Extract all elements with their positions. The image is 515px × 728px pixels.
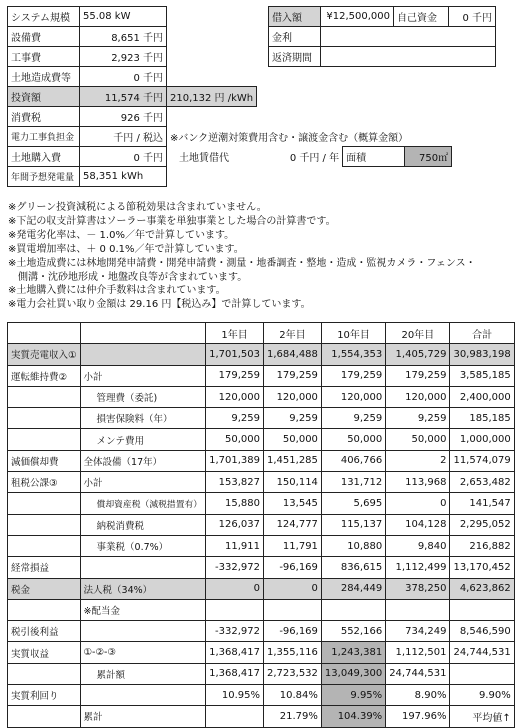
row-category: 減価償却費 xyxy=(8,450,81,471)
row-value: 216,882 xyxy=(450,535,514,556)
row-value: 21.79% xyxy=(264,706,322,727)
row-category: 実質利回り xyxy=(8,685,81,706)
row-value: 30,983,198 xyxy=(450,344,514,365)
grid-fee-note: ※バンク逆潮対策費用含む・譲渡金含む（概算金額） xyxy=(170,132,409,144)
table-row xyxy=(8,514,515,535)
rate-label: 金利 xyxy=(269,27,321,47)
row-category xyxy=(8,429,81,450)
row-value: 284,449 xyxy=(321,578,385,599)
equity-value: 0 千円 xyxy=(449,7,496,27)
row-value: 11,574,079 xyxy=(450,450,514,471)
cashflow-table xyxy=(7,322,515,728)
row-value: 0 千円 xyxy=(80,67,167,87)
row-value: 2 xyxy=(386,450,450,471)
table-row xyxy=(8,535,515,556)
note-line: 側溝・沈砂地形成・地盤改良等が含まれています。 xyxy=(8,271,248,283)
note-line: ※グリーン投資減税による節税効果は含まれていません。 xyxy=(8,202,267,213)
row-value: 1,112,501 xyxy=(386,642,450,663)
row-value: 50,000 xyxy=(321,429,385,450)
summary-row xyxy=(8,67,452,87)
row-label: 工事費 xyxy=(8,47,80,67)
row-value: 1,451,285 xyxy=(264,450,322,471)
note-line: ※下記の収支計算書はソーラー事業を単独事業とした場合の計算書です。 xyxy=(8,215,336,227)
row-value: -96,169 xyxy=(264,621,322,642)
row-value: 50,000 xyxy=(264,429,322,450)
table-row xyxy=(8,642,515,663)
row-value xyxy=(450,663,514,684)
summary-row xyxy=(8,87,452,107)
row-value: 9,259 xyxy=(264,408,322,429)
row-value: 1,000,000 xyxy=(450,429,514,450)
row-value: 4,623,862 xyxy=(450,578,514,599)
row-category xyxy=(8,493,81,514)
row-value: 1,405,729 xyxy=(386,344,450,365)
row-value: 2,923 千円 xyxy=(80,47,167,67)
summary-row xyxy=(8,107,452,127)
row-value: 50,000 xyxy=(206,429,264,450)
row-value: 13,545 xyxy=(264,493,322,514)
row-item: ①-②-③ xyxy=(80,642,206,663)
area-value: 750㎡ xyxy=(405,147,452,167)
rent-label: 土地賃借代 xyxy=(179,153,229,164)
row-item: 損害保険料（年） xyxy=(80,408,206,429)
row-value xyxy=(450,599,514,620)
row-value xyxy=(206,706,264,727)
loan-row xyxy=(269,7,496,27)
header-year1: 1年目 xyxy=(206,323,264,344)
loan-amount-label: 借入額 xyxy=(269,7,321,27)
header-row xyxy=(8,323,515,344)
table-row xyxy=(8,429,515,450)
row-value: 120,000 xyxy=(206,386,264,407)
table-row xyxy=(8,599,515,620)
row-value: 2,723,532 xyxy=(264,663,322,684)
header-year2: 2年目 xyxy=(264,323,322,344)
row-value: 1,112,499 xyxy=(386,557,450,578)
row-value: 185,185 xyxy=(450,408,514,429)
row-category xyxy=(8,706,81,727)
row-value: 9.90% xyxy=(450,685,514,706)
table-row xyxy=(8,450,515,471)
row-value: 8,651 千円 xyxy=(80,27,167,47)
row-value xyxy=(386,599,450,620)
row-value: 131,712 xyxy=(321,472,385,493)
row-item xyxy=(80,344,206,365)
row-value: 10.95% xyxy=(206,685,264,706)
table-row xyxy=(8,706,515,727)
row-item: 小計 xyxy=(80,472,206,493)
row-item: ※配当金 xyxy=(80,599,206,620)
row-category xyxy=(8,535,81,556)
row-value: 58,351 kWh xyxy=(80,167,167,187)
row-value: 104.39% xyxy=(321,706,385,727)
header-year20: 20年目 xyxy=(386,323,450,344)
row-value: 15,880 xyxy=(206,493,264,514)
row-label: 消費税 xyxy=(8,107,80,127)
row-label: 土地購入費 xyxy=(8,147,80,167)
row-value: 5,695 xyxy=(321,493,385,514)
note-line: ※土地造成費には林地開発申請費・開発申請費・測量・地番調査・整地・造成・監視カメラ・フェンス・ xyxy=(8,257,476,269)
row-item: 累計額 xyxy=(80,663,206,684)
row-value: 50,000 xyxy=(386,429,450,450)
row-value: 1,554,353 xyxy=(321,344,385,365)
header-total: 合計 xyxy=(450,323,514,344)
row-value: 2,653,482 xyxy=(450,472,514,493)
table-row xyxy=(8,386,515,407)
row-value xyxy=(264,599,322,620)
row-category: 税引後利益 xyxy=(8,621,81,642)
row-value: 120,000 xyxy=(264,386,322,407)
row-value xyxy=(321,599,385,620)
row-item: 全体設備（17年） xyxy=(80,450,206,471)
row-value: 9.95% xyxy=(321,685,385,706)
row-category: 租税公課③ xyxy=(8,472,81,493)
row-value: 8.90% xyxy=(386,685,450,706)
row-item: 納税消費税 xyxy=(80,514,206,535)
row-item xyxy=(80,557,206,578)
row-value: 141,547 xyxy=(450,493,514,514)
row-value: 1,368,417 xyxy=(206,663,264,684)
row-label: 電力工事負担金 xyxy=(8,127,80,147)
row-value: 13,170,452 xyxy=(450,557,514,578)
row-value: 104,128 xyxy=(386,514,450,535)
header-year10: 10年目 xyxy=(321,323,385,344)
row-value: 0 xyxy=(206,578,264,599)
row-item: 法人税（34%） xyxy=(80,578,206,599)
loan-row xyxy=(269,47,496,67)
row-value: 1,355,116 xyxy=(264,642,322,663)
header-blank xyxy=(8,323,81,344)
row-value: 2,295,052 xyxy=(450,514,514,535)
note-line: ※発電劣化率は、－ 1.0%／年で計算しています。 xyxy=(8,229,235,241)
table-row xyxy=(8,578,515,599)
loan-table xyxy=(268,6,496,67)
row-value: 153,827 xyxy=(206,472,264,493)
row-value: 9,259 xyxy=(321,408,385,429)
row-value: 0 千円 xyxy=(80,147,167,167)
row-value: 11,574 千円 xyxy=(80,87,167,107)
row-item: 管理費（委託) xyxy=(80,386,206,407)
row-value: 120,000 xyxy=(386,386,450,407)
table-row xyxy=(8,663,515,684)
row-value: 1,243,381 xyxy=(321,642,385,663)
row-item: メンテ費用 xyxy=(80,429,206,450)
per-kwh-value: 210,132 円 /kWh xyxy=(167,87,257,107)
table-row xyxy=(8,685,515,706)
row-value: 150,114 xyxy=(264,472,322,493)
row-value: 926 千円 xyxy=(80,107,167,127)
row-value: 0 xyxy=(386,493,450,514)
table-row xyxy=(8,557,515,578)
row-category xyxy=(8,599,81,620)
row-category: 税金 xyxy=(8,578,81,599)
row-category: 経常損益 xyxy=(8,557,81,578)
row-value: 55.08 kW xyxy=(80,7,167,27)
table-row xyxy=(8,408,515,429)
row-value: 9,840 xyxy=(386,535,450,556)
header-blank xyxy=(80,323,206,344)
row-value: 179,259 xyxy=(264,365,322,386)
row-item: 事業税（0.7%） xyxy=(80,535,206,556)
summary-row xyxy=(8,167,452,187)
row-value: 0 xyxy=(264,578,322,599)
summary-row xyxy=(8,147,452,167)
row-value: 120,000 xyxy=(321,386,385,407)
row-value: -96,169 xyxy=(264,557,322,578)
row-value: 378,250 xyxy=(386,578,450,599)
row-category: 運転維持費② xyxy=(8,365,81,386)
row-value: 9,259 xyxy=(206,408,264,429)
row-value: 2,400,000 xyxy=(450,386,514,407)
row-value: 千円 / 税込 xyxy=(80,127,167,147)
area-label: 面積 xyxy=(343,147,405,167)
row-value: 1,684,488 xyxy=(264,344,322,365)
rate-value xyxy=(321,27,496,47)
row-value: 1,701,389 xyxy=(206,450,264,471)
row-value: 24,744,531 xyxy=(386,663,450,684)
row-value: 1,368,417 xyxy=(206,642,264,663)
table-row xyxy=(8,621,515,642)
row-category xyxy=(8,663,81,684)
row-value: 3,585,185 xyxy=(450,365,514,386)
row-value: 13,049,300 xyxy=(321,663,385,684)
row-category xyxy=(8,386,81,407)
row-value: 179,259 xyxy=(386,365,450,386)
row-value: 113,968 xyxy=(386,472,450,493)
row-label: 設備費 xyxy=(8,27,80,47)
row-item: 累計 xyxy=(80,706,206,727)
period-value xyxy=(321,47,496,67)
row-value: 115,137 xyxy=(321,514,385,535)
row-value: 10,880 xyxy=(321,535,385,556)
row-value: 11,911 xyxy=(206,535,264,556)
row-value: 8,546,590 xyxy=(450,621,514,642)
row-value: 11,791 xyxy=(264,535,322,556)
table-row xyxy=(8,365,515,386)
note-line: ※土地購入費には仲介手数料は含まれています。 xyxy=(8,285,226,297)
row-category xyxy=(8,514,81,535)
row-value: 179,259 xyxy=(321,365,385,386)
equity-label: 自己資金 xyxy=(394,7,449,27)
row-category xyxy=(8,408,81,429)
note-line: ※買電増加率は、＋ 0 0.1%／年で計算しています。 xyxy=(8,243,244,255)
row-label: システム規模 xyxy=(8,7,80,27)
row-value: 836,615 xyxy=(321,557,385,578)
table-row xyxy=(8,493,515,514)
row-value: 124,777 xyxy=(264,514,322,535)
notes-block xyxy=(8,201,476,312)
row-value: 10.84% xyxy=(264,685,322,706)
rent-value: 0 千円 / 年 xyxy=(289,153,340,164)
row-item xyxy=(80,685,206,706)
row-value xyxy=(206,599,264,620)
loan-amount-value: ¥12,500,000 xyxy=(321,7,394,27)
note-line: ※電力会社買い取り金額は 29.16 円【税込み】で計算しています。 xyxy=(8,299,311,311)
row-label: 年間予想発電量 xyxy=(8,167,80,187)
row-category: 実質売電収入① xyxy=(8,344,81,365)
period-label: 返済期間 xyxy=(269,47,321,67)
row-value: 734,249 xyxy=(386,621,450,642)
row-value: 197.96% xyxy=(386,706,450,727)
row-category: 実質収益 xyxy=(8,642,81,663)
table-row xyxy=(8,344,515,365)
row-label: 土地造成費等 xyxy=(8,67,80,87)
row-value: 9,259 xyxy=(386,408,450,429)
row-value: 552,166 xyxy=(321,621,385,642)
row-label: 投資額 xyxy=(8,87,80,107)
loan-row xyxy=(269,27,496,47)
summary-row xyxy=(8,127,452,147)
row-item: 小計 xyxy=(80,365,206,386)
row-item xyxy=(80,621,206,642)
row-value: 1,701,503 xyxy=(206,344,264,365)
row-value: 126,037 xyxy=(206,514,264,535)
table-row xyxy=(8,472,515,493)
row-value: -332,972 xyxy=(206,557,264,578)
row-value: 179,259 xyxy=(206,365,264,386)
row-value: 平均値↑ xyxy=(450,706,514,727)
row-value: 406,766 xyxy=(321,450,385,471)
row-item: 償却資産税（減税措置有） xyxy=(80,493,206,514)
row-value: -332,972 xyxy=(206,621,264,642)
row-value: 24,744,531 xyxy=(450,642,514,663)
